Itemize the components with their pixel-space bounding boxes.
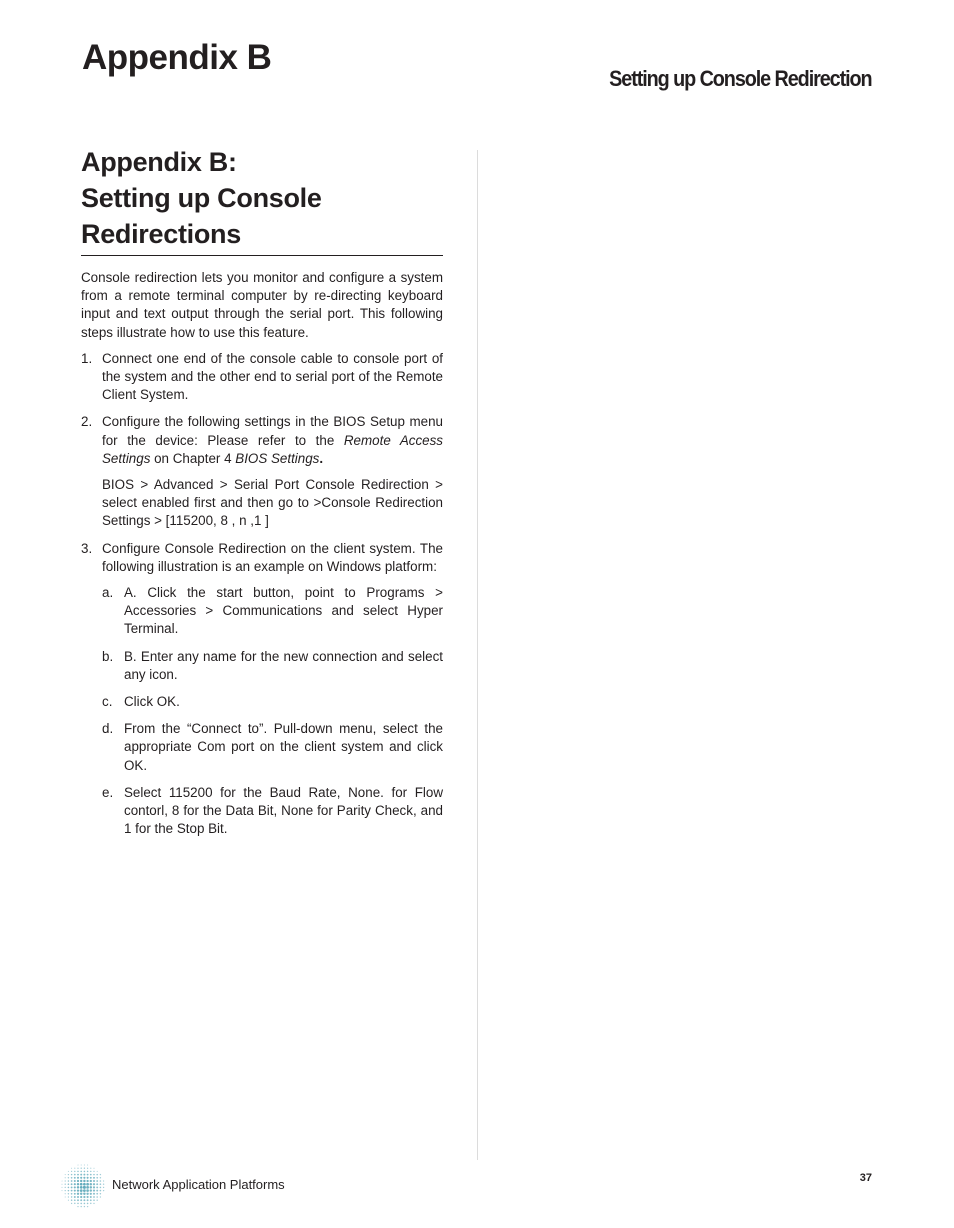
step-item xyxy=(81,413,443,530)
remote-access-settings-ref: Remote Access Settings xyxy=(102,432,443,466)
substep-item xyxy=(102,720,443,775)
section-title-line: Setting up Console xyxy=(81,183,322,213)
step-item xyxy=(81,540,443,839)
step-number: 3. xyxy=(81,540,93,556)
substep-text: B. Enter any name for the new connection and select any icon. xyxy=(124,648,443,682)
section-title-line: Redirections xyxy=(81,219,241,249)
column-divider xyxy=(477,150,478,1160)
globe-dots-icon xyxy=(60,1163,106,1209)
step-text: Connect one end of the console cable to console port of the system and the other end to serial port of the Remote Client System. xyxy=(102,350,443,403)
substep-text: Select 115200 for the Baud Rate, None. for Flow contorl, 8 for the Data Bit, None for Parity Check, and 1 for the Stop Bit. xyxy=(124,784,443,837)
substep-text: A. Click the start button, point to Programs > Accessories > Communications and select Hyper Terminal. xyxy=(124,585,443,637)
step-text xyxy=(102,413,443,468)
bios-path: BIOS > Advanced > Serial Port Console Redirection > select enabled first and then go to >Console Redirection Settings > [115200, 8 , n ,1 ] xyxy=(102,477,443,529)
page-number: 37 xyxy=(859,1172,872,1184)
step-number: 2. xyxy=(81,414,93,430)
step-item xyxy=(81,350,443,405)
appendix-title: Appendix B xyxy=(82,38,272,77)
footer-text: Network Application Platforms xyxy=(112,1177,285,1192)
substep-letter: e. xyxy=(102,784,114,800)
substep-letter: a. xyxy=(102,585,114,601)
section-title-line: Appendix B: xyxy=(81,147,237,177)
left-column xyxy=(81,144,443,847)
substep-item xyxy=(102,784,443,839)
substep-item xyxy=(102,584,443,639)
steps-list xyxy=(81,350,443,839)
substep-letter: d. xyxy=(102,721,114,737)
running-header: Setting up Console Redirection xyxy=(609,66,872,91)
intro-paragraph: Console redirection lets you monitor and configure a system from a remote terminal computer by re-directing keyboard input and text output through the serial port. This following steps illustrate how to use this feature. xyxy=(81,270,443,340)
step-number: 1. xyxy=(81,350,93,366)
step-text-period: . xyxy=(319,450,324,466)
step-text: Configure Console Redirection on the client system. The following illustration is an example on Windows platform: xyxy=(102,540,443,574)
substep-item xyxy=(102,693,443,711)
title-rule xyxy=(81,255,443,256)
substep-letter: b. xyxy=(102,648,114,664)
step-text-part: Configure the following settings in the BIOS Setup menu for the device: Please refer to the xyxy=(102,414,443,448)
substep-item xyxy=(102,648,443,684)
substep-letter: c. xyxy=(102,694,113,710)
step-text-part: on Chapter 4 xyxy=(150,450,236,466)
bios-settings-ref: BIOS Settings xyxy=(235,450,320,466)
section-title xyxy=(81,144,443,252)
substeps-list xyxy=(102,584,443,838)
substep-text: Click OK. xyxy=(124,694,180,710)
substep-text: From the “Connect to”. Pull-down menu, select the appropriate Com port on the client system and click OK. xyxy=(124,721,443,773)
